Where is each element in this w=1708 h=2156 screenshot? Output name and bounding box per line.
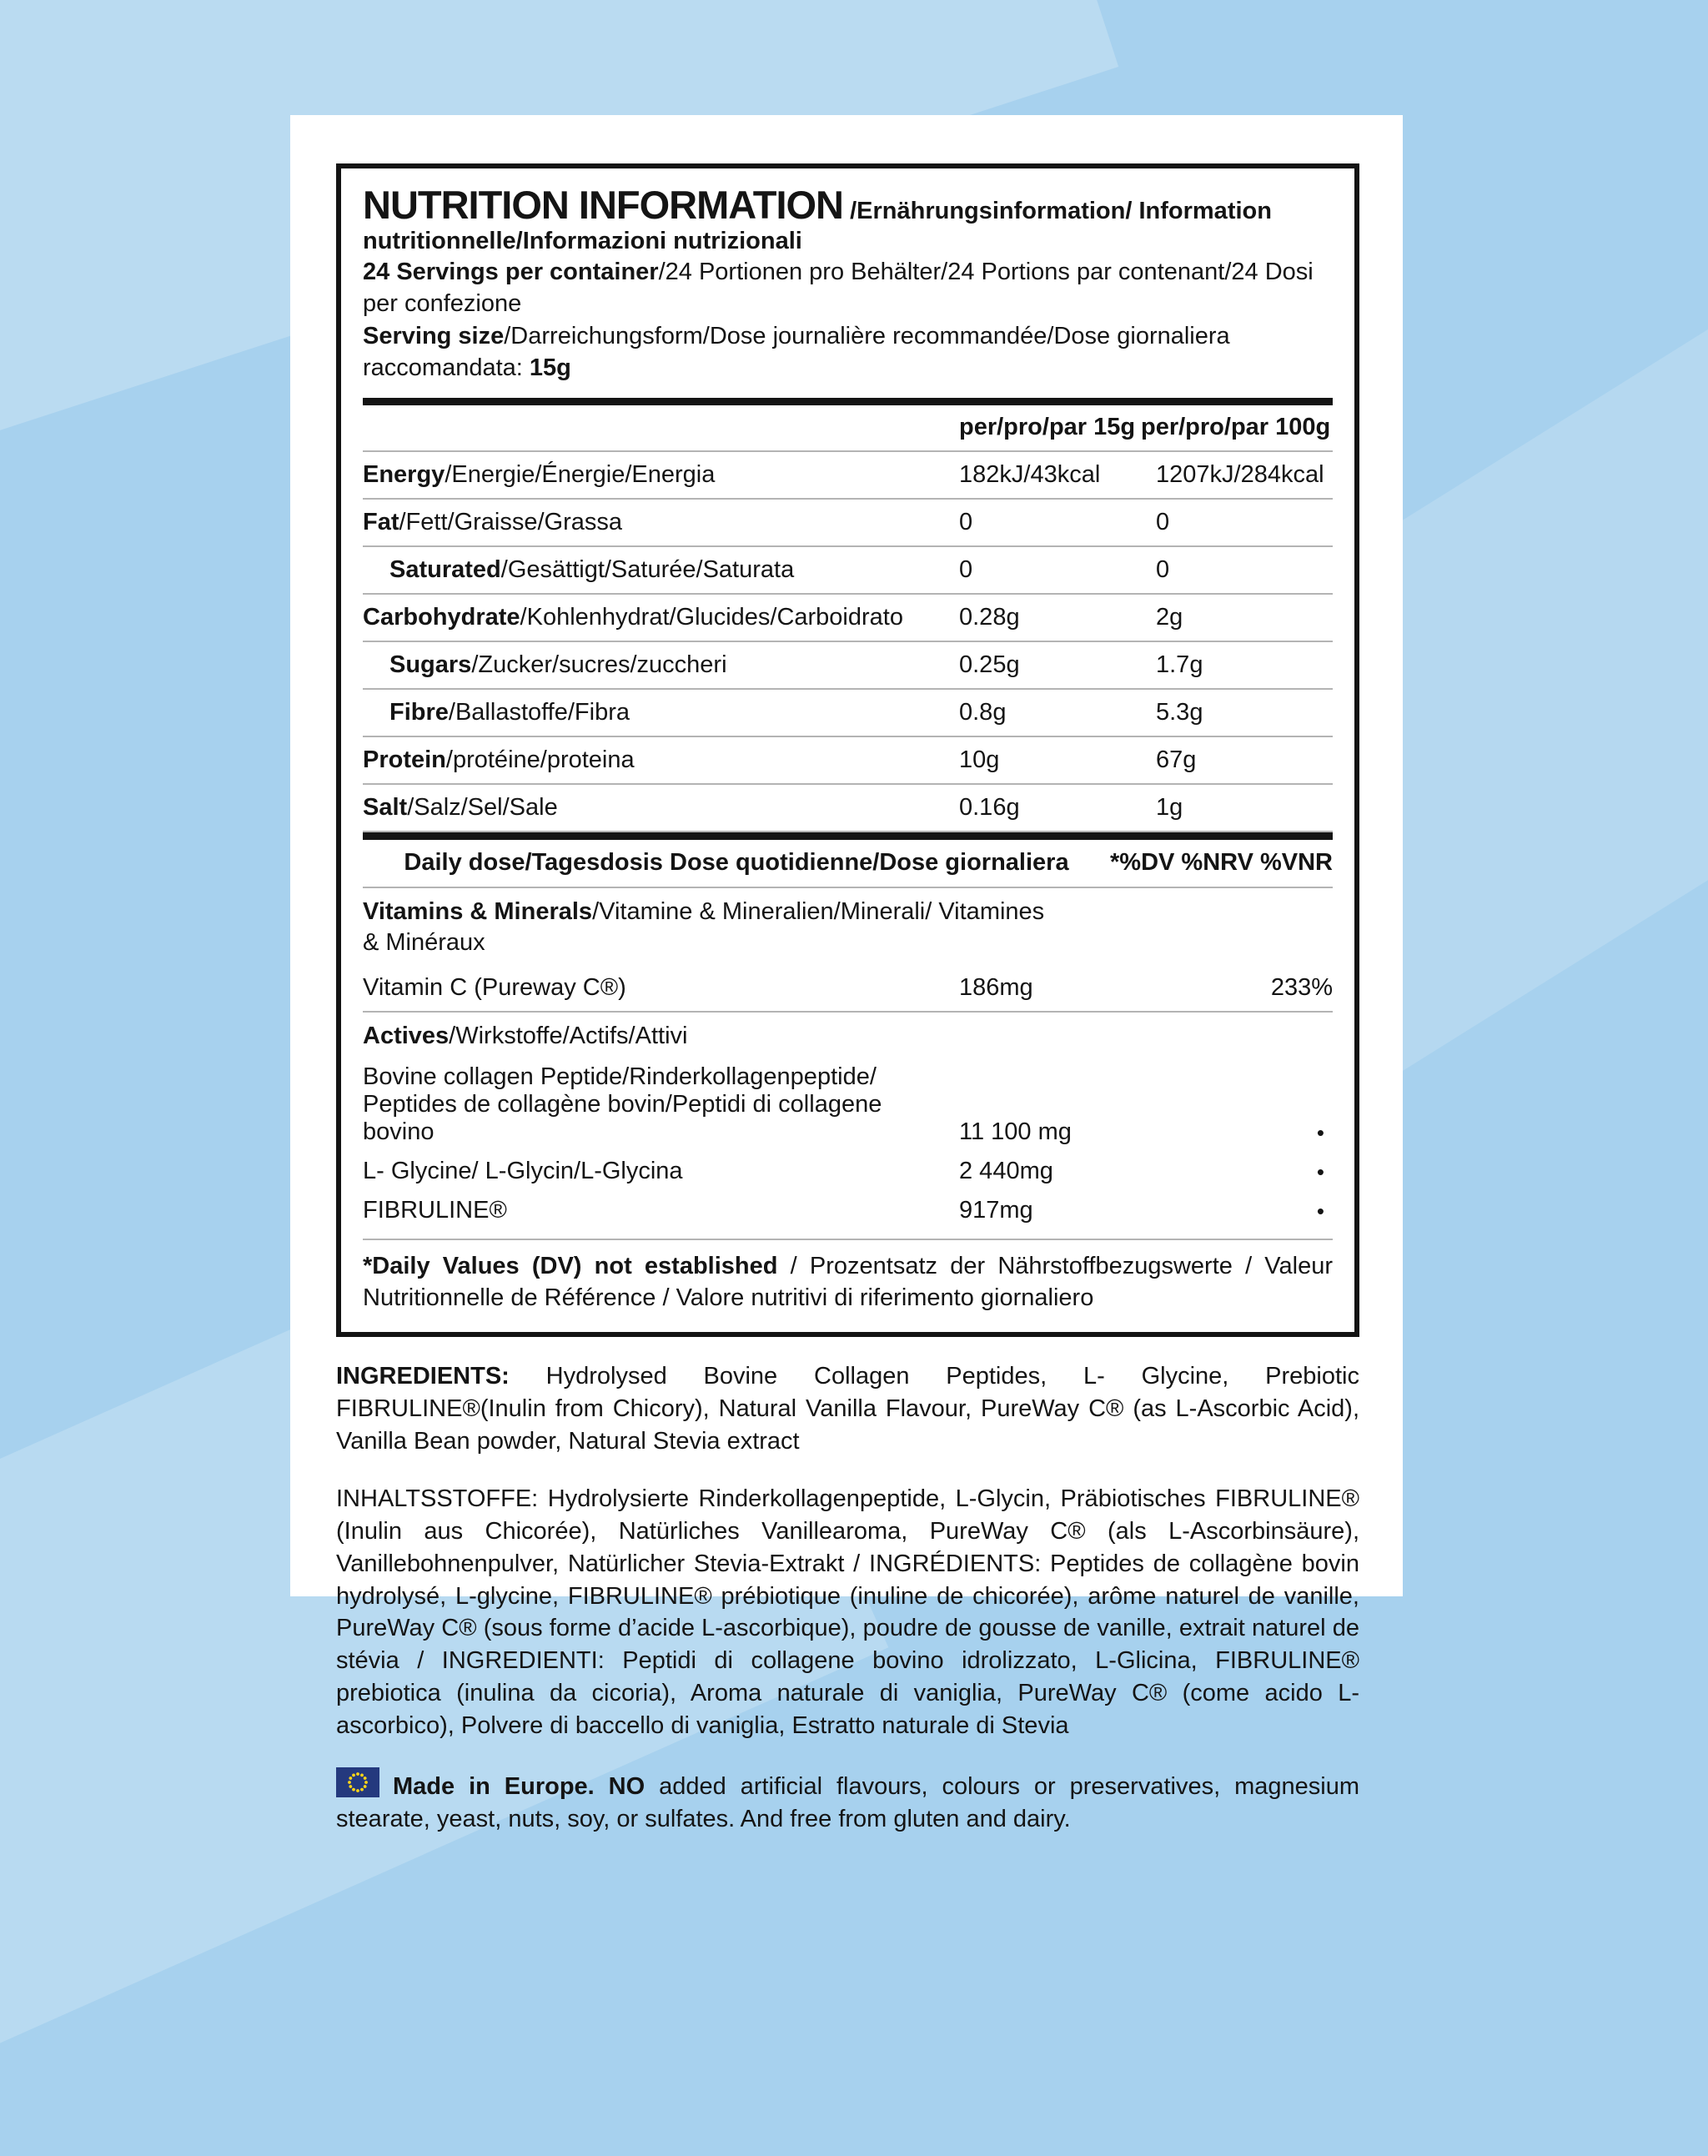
vitamin-c-row — [363, 964, 1333, 1013]
value-per-15g: 0.16g — [959, 793, 1020, 821]
vitamin-c-daily-value: 233% — [1270, 973, 1333, 1001]
value-per-100g: 1.7g — [1156, 651, 1203, 678]
active-amount: 11 100 mg — [959, 1118, 1072, 1145]
made-in-europe-rest: added artificial flavours, colours or preservatives, magnesium stearate, yeast, nuts, soy, or sulfates. And free from gluten and dairy. — [336, 1772, 1359, 1832]
value-per-15g: 0 — [959, 555, 973, 583]
nutrition-title-block — [363, 182, 1333, 255]
value-per-100g: 1g — [1156, 793, 1183, 821]
nutrient-row-fat: Fat/Fett/Graisse/Grassa 0 0 — [363, 500, 1333, 547]
value-per-15g: 0.28g — [959, 603, 1020, 631]
eu-flag-icon — [336, 1767, 379, 1797]
active-row-l-glycine: L- Glycine/ L-Glycin/L-Glycina 2 440mg • — [363, 1152, 1333, 1191]
value-per-100g: 67g — [1156, 746, 1197, 773]
nutrient-row-fibre: Fibre/Ballastoffe/Fibra 0.8g 5.3g — [363, 690, 1333, 737]
vitamin-c-label: Vitamin C (Pureway C®) — [363, 973, 626, 1001]
nutrient-row-sugars: Sugars/Zucker/sucres/zuccheri 0.25g 1.7g — [363, 642, 1333, 690]
value-per-100g: 5.3g — [1156, 698, 1203, 726]
nutrition-title-translations: /Ernährungsinformation/ Information nutritionnelle/Informazioni nutrizionali — [363, 198, 1272, 254]
servings-translations: /24 Portionen pro Behälter/24 Portions par contenant/24 Dosi per confezione — [363, 259, 1314, 317]
ingredients-paragraph-multilingual: INHALTSSTOFFE: Hydrolysierte Rinderkollagenpeptide, L-Glycin, Präbiotisches FIBRULINE® (Inulin aus Chicorée), Natürliches Vanillearoma, PureWay C® (als L-Ascorbinsäure), Vanillebohnenpulver, Natürlicher Stevia-Extrakt / INGRÉDIENTS: Peptides de collagène bovin hydrolysé, L-glycine, FIBRULINE® prébiotique (inuline de chicorée), arôme naturel de vanille, PureWay C® (sous forme d’acide L-ascorbique), poudre de gousse de vanille, extrait naturel de stévia / INGREDIENTI: Peptidi di collagene bovino idrolizzato, L-Glicina, FIBRULINE® prebiotica (inulina da cicoria), Aroma naturale di vaniglia, PureWay C® (come acido L-ascorbico), Polvere di baccello di vaniglia, Estratto naturale di Stevia — [336, 1485, 1359, 1739]
actives-heading: Actives/Wirkstoffe/Actifs/Attivi — [363, 1023, 688, 1050]
value-per-15g: 0.25g — [959, 651, 1020, 678]
serving-size-line — [363, 321, 1333, 384]
active-amount: 2 440mg — [959, 1157, 1053, 1184]
daily-value-not-established-dot: • — [1316, 1198, 1324, 1224]
daily-value-not-established-dot: • — [1316, 1158, 1324, 1184]
serving-size-label: Serving size — [363, 323, 505, 350]
active-amount: 917mg — [959, 1196, 1033, 1224]
nutrition-facts-box — [336, 163, 1359, 1337]
nutrition-title: NUTRITION INFORMATION — [363, 183, 844, 227]
column-header-per-100g: per/pro/par 100g — [1141, 414, 1331, 441]
nutrient-row-saturated: Saturated/Gesättigt/Saturée/Saturata 0 0 — [363, 547, 1333, 595]
value-per-15g: 0.8g — [959, 698, 1007, 726]
value-per-100g: 1207kJ/284kcal — [1156, 460, 1324, 488]
daily-value-header: *%DV %NRV %VNR — [1110, 849, 1333, 877]
vitamins-minerals-heading: Vitamins & Minerals/Vitamine & Mineralien/Minerali/ Vitamines & Minéraux — [363, 897, 1045, 957]
label-sheet — [290, 115, 1403, 1832]
daily-dose-label: Daily dose/Tagesdosis Dose quotidienne/Dose giornaliera — [404, 849, 1069, 877]
value-per-15g: 10g — [959, 746, 1000, 773]
value-per-15g: 0 — [959, 508, 973, 535]
column-header-row — [363, 405, 1333, 452]
value-per-15g: 182kJ/43kcal — [959, 460, 1101, 488]
active-row-fibruline: FIBRULINE® 917mg • — [363, 1191, 1333, 1230]
daily-dose-header-row — [363, 840, 1333, 888]
vitamin-c-amount: 186mg — [959, 973, 1033, 1001]
actives-rows — [363, 1058, 1333, 1240]
nutrient-row-protein: Protein/protéine/proteina 10g 67g — [363, 737, 1333, 785]
value-per-100g: 0 — [1156, 555, 1170, 583]
value-per-100g: 2g — [1156, 603, 1183, 631]
daily-values-footnote: *Daily Values (DV) not established / Prozentsatz der Nährstoffbezugswerte / Valeur Nutritionnelle de Référence / Valore nutritivi di riferimento giornaliero — [363, 1252, 1333, 1312]
made-in-europe-bold: Made in Europe. NO — [393, 1772, 646, 1800]
value-per-100g: 0 — [1156, 508, 1170, 535]
nutrient-row-carbohydrate: Carbohydrate/Kohlenhydrat/Glucides/Carboidrato 0.28g 2g — [363, 595, 1333, 642]
active-row-bovine-collagen: Bovine collagen Peptide/Rinderkollagenpeptide/ Peptides de collagène bovin/Peptidi di collagene bovino 11 100 mg • — [363, 1058, 1333, 1152]
column-header-per-15g: per/pro/par 15g — [959, 414, 1136, 441]
daily-value-not-established-dot: • — [1316, 1119, 1324, 1145]
servings-line — [363, 257, 1333, 319]
serving-size-value: 15g — [529, 354, 571, 382]
nutrient-row-salt: Salt/Salz/Sel/Sale 0.16g 1g — [363, 785, 1333, 832]
nutrient-row-energy: Energy/Energie/Énergie/Energia 182kJ/43kcal 1207kJ/284kcal — [363, 452, 1333, 500]
serving-size-translations: /Darreichungsform/Dose journalière recommandée/Dose giornaliera raccomandata: — [363, 323, 1230, 382]
servings-count: 24 Servings per container — [363, 259, 659, 285]
divider-thick — [363, 398, 1333, 405]
divider-thick — [363, 832, 1333, 840]
made-in-europe-line — [336, 1767, 1359, 1836]
ingredients-paragraph-english: INGREDIENTS: Hydrolysed Bovine Collagen Peptides, L- Glycine, Prebiotic FIBRULINE®(Inulin from Chicory), Natural Vanilla Flavour, PureWay C® (as L-Ascorbic Acid), Vanilla Bean powder, Natural Stevia extract — [336, 1363, 1359, 1455]
